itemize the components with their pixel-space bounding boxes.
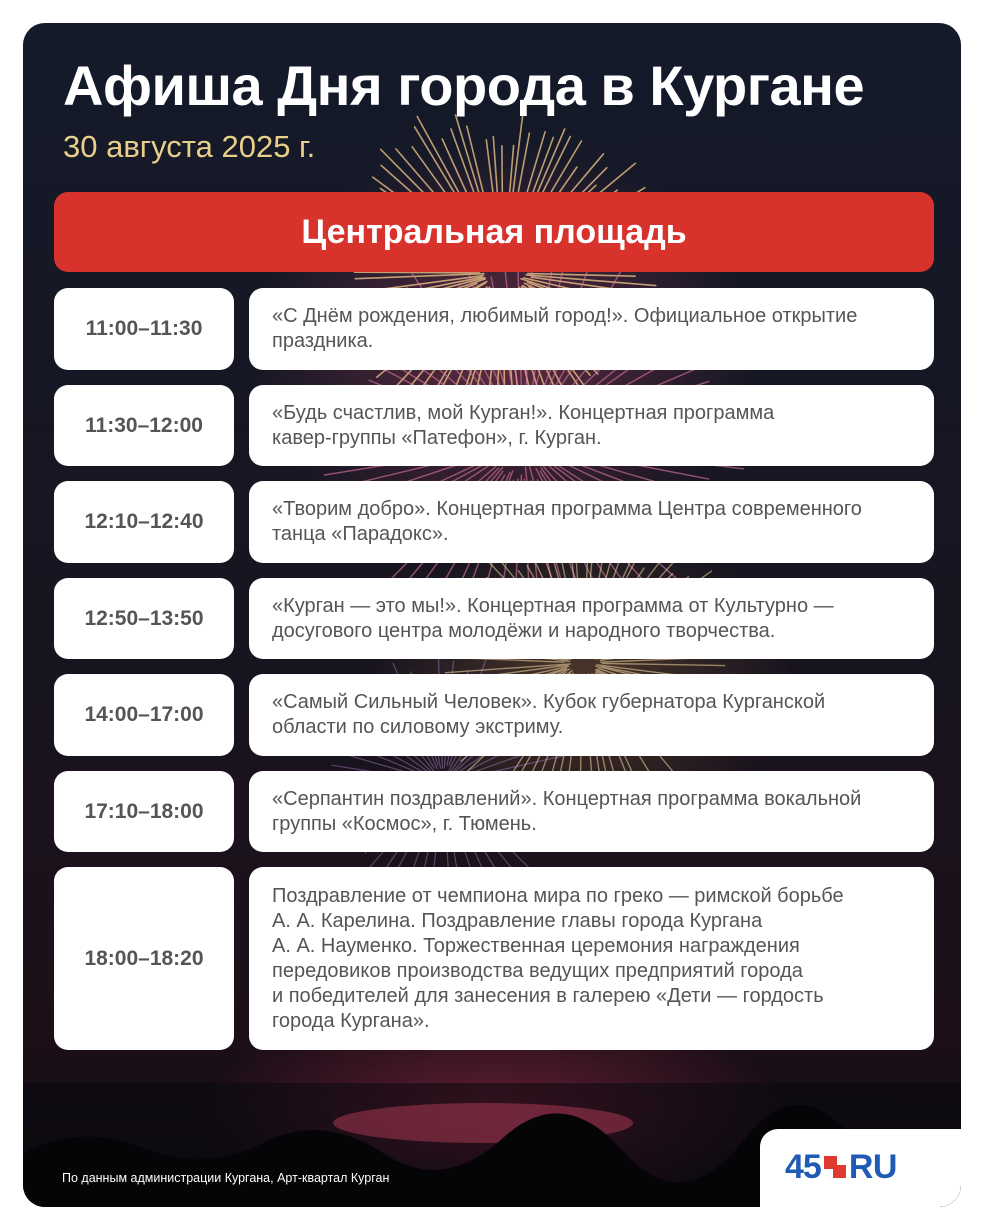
schedule-row	[54, 481, 934, 563]
schedule-text: «С Днём рождения, любимый город!». Официальное открытие праздника.	[272, 305, 858, 352]
schedule-row	[54, 674, 934, 756]
schedule-description	[249, 385, 934, 466]
schedule-text: «Будь счастлив, мой Курган!». Концертная программа кавер-группы «Патефон», г. Курган.	[272, 401, 775, 449]
schedule-description	[249, 578, 934, 659]
source-note: По данным администрации Кургана, Арт-квартал Курган	[62, 1171, 390, 1185]
schedule-description	[249, 771, 934, 852]
schedule-text: «Самый Сильный Человек». Кубок губернатора Курганской области по силовому экстриму.	[272, 691, 826, 738]
schedule-time: 11:00–11:30	[54, 288, 234, 370]
schedule-text: «Курган — это мы!». Концертная программа от Культурно — досугового центра молодёжи и народного творчества.	[272, 594, 834, 642]
schedule-row	[54, 288, 934, 370]
schedule-description	[249, 674, 934, 756]
schedule-description	[249, 481, 934, 563]
schedule-time: 12:10–12:40	[54, 481, 234, 563]
schedule-description	[249, 867, 934, 1050]
brand-logo[interactable]	[760, 1129, 961, 1207]
venue-banner: Центральная площадь	[54, 192, 934, 272]
schedule-row	[54, 771, 934, 852]
schedule-row	[54, 385, 934, 466]
poster-card	[23, 23, 961, 1207]
page-title: Афиша Дня города в Кургане	[63, 54, 865, 117]
logo-number: 45	[785, 1147, 821, 1186]
schedule-time: 18:00–18:20	[54, 867, 234, 1050]
event-date: 30 августа 2025 г.	[63, 129, 316, 164]
schedule-time: 11:30–12:00	[54, 385, 234, 466]
schedule-text: «Серпантин поздравлений». Концертная программа вокальной группы «Космос», г. Тюмень.	[272, 787, 862, 835]
schedule-text: Поздравление от чемпиона мира по греко — римской борьбе А. А. Карелина. Поздравление главы города Кургана А. А. Науменко. Торжественная церемония награждения передовиков производства ведущих предприятий города и победителей для занесения в галерею «Дети — гордость города Кургана».	[272, 884, 844, 1032]
schedule-time: 14:00–17:00	[54, 674, 234, 756]
logo-squares-icon	[824, 1156, 846, 1178]
schedule-row	[54, 867, 934, 1050]
logo-suffix: RU	[848, 1147, 897, 1186]
schedule-description	[249, 288, 934, 370]
schedule-time: 12:50–13:50	[54, 578, 234, 659]
schedule-time: 17:10–18:00	[54, 771, 234, 852]
schedule-text: «Творим добро». Концертная программа Центра современного танца «Парадокс».	[272, 498, 862, 545]
schedule-row	[54, 578, 934, 659]
